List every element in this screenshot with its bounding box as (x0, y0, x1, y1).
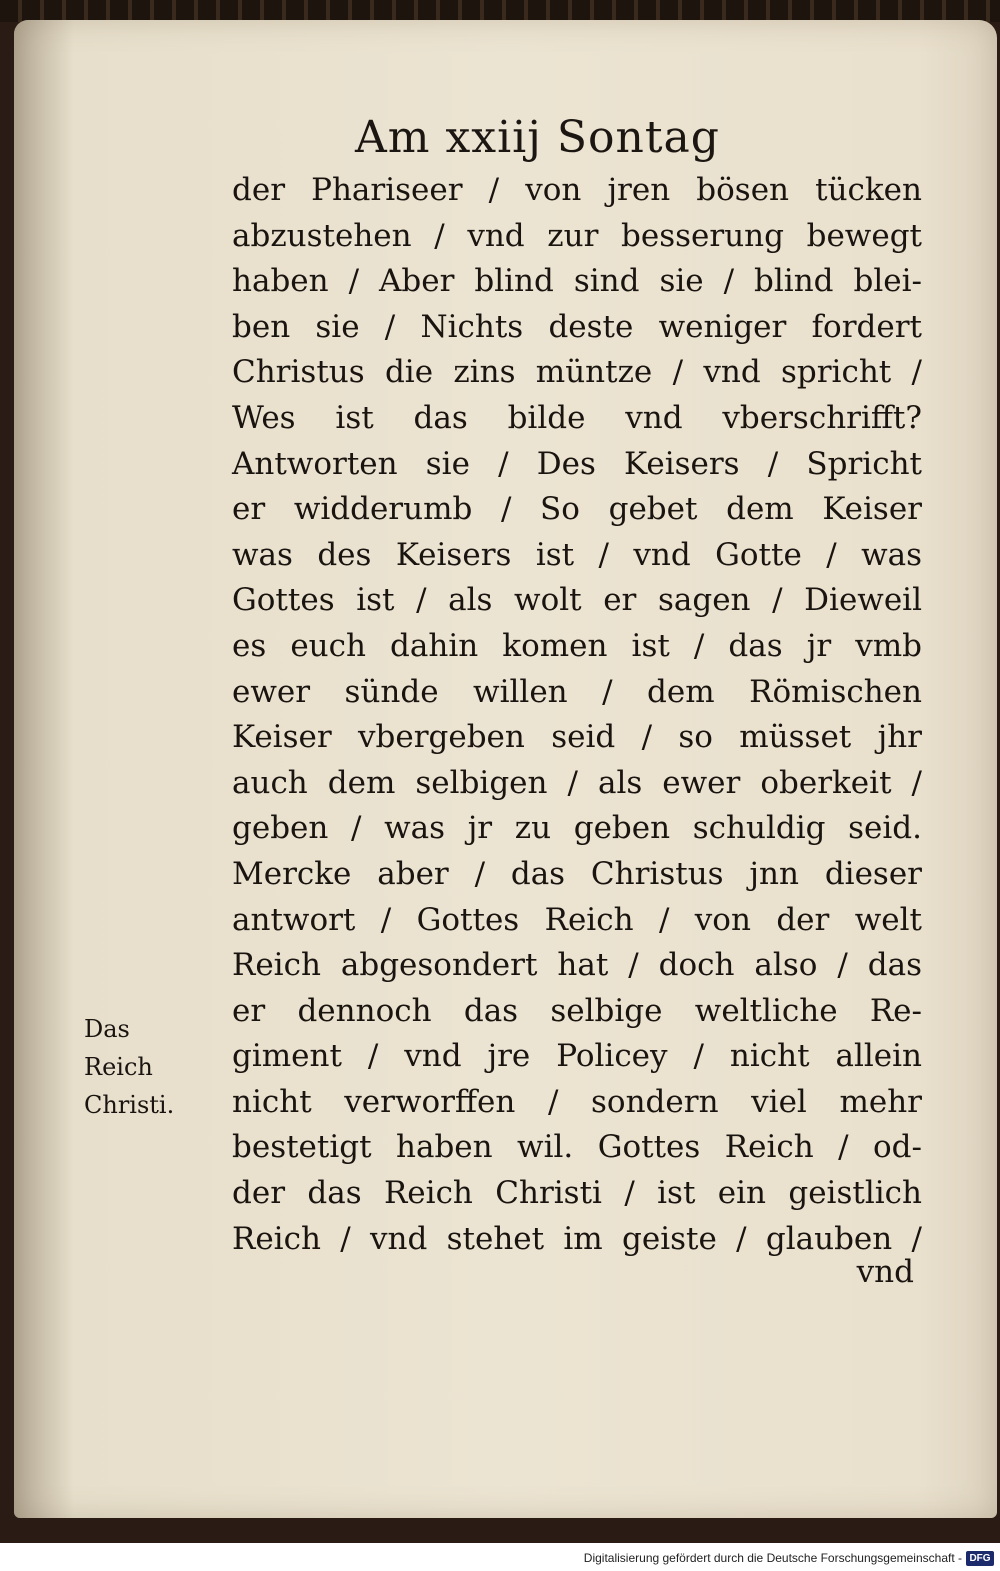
text-line: er dennoch das selbige weltliche Re- (232, 992, 922, 1029)
text-line: Keiser vbergeben seid / so müsset jhr (232, 719, 922, 756)
text-line: giment / vnd jre Policey / nicht allein (232, 1038, 922, 1075)
text-line: Antworten sie / Des Keisers / Spricht (232, 445, 922, 482)
catchword: vnd (856, 1254, 914, 1290)
text-line: antwort / Gottes Reich / von der welt (232, 901, 922, 938)
text-line: abzustehen / vnd zur besserung bewegt (232, 217, 922, 254)
text-line: ben sie / Nichts deste weniger fordert (232, 308, 922, 345)
text-line: der das Reich Christi / ist ein geistlich (232, 1175, 922, 1212)
text-line: auch dem selbigen / als ewer oberkeit / (232, 764, 922, 801)
text-line: Reich / vnd stehet im geiste / glauben / (232, 1220, 922, 1257)
text-line: Reich abgesondert hat / doch also / das (232, 947, 922, 984)
text-block (232, 168, 922, 1262)
margin-note-line: Das (84, 1015, 130, 1043)
margin-note (84, 1010, 174, 1124)
footer-bar (0, 1543, 1000, 1571)
funding-credit: Digitalisierung gefördert durch die Deutsche Forschungsgemeinschaft - (583, 1551, 962, 1565)
text-line: bestetigt haben wil. Gottes Reich / od- (232, 1129, 922, 1166)
text-line: Gottes ist / als wolt er sagen / Dieweil (232, 582, 922, 619)
text-line: geben / was jr zu geben schuldig seid. (232, 810, 922, 847)
text-line: was des Keisers ist / vnd Gotte / was (232, 536, 922, 573)
text-line: ewer sünde willen / dem Römischen (232, 673, 922, 710)
text-line: er widderumb / So gebet dem Keiser (232, 491, 922, 528)
text-line: es euch dahin komen ist / das jr vmb (232, 627, 922, 664)
text-line: Wes ist das bilde vnd vberschrifft? (232, 399, 922, 436)
dfg-logo: DFG (966, 1551, 994, 1566)
running-heading: Am xxiij Sontag (355, 112, 720, 163)
gutter-shadow (14, 20, 74, 1518)
text-line: haben / Aber blind sind sie / blind blei- (232, 263, 922, 300)
margin-note-line: Christi. (84, 1091, 175, 1119)
text-line: Christus die zins müntze / vnd spricht / (232, 354, 922, 391)
text-line: nicht verworffen / sondern viel mehr (232, 1083, 922, 1120)
text-line: Mercke aber / das Christus jnn dieser (232, 855, 922, 892)
margin-note-line: Reich (84, 1053, 153, 1081)
book-top-edge (0, 0, 1000, 22)
text-line: der Phariseer / von jren bösen tücken (232, 172, 922, 208)
